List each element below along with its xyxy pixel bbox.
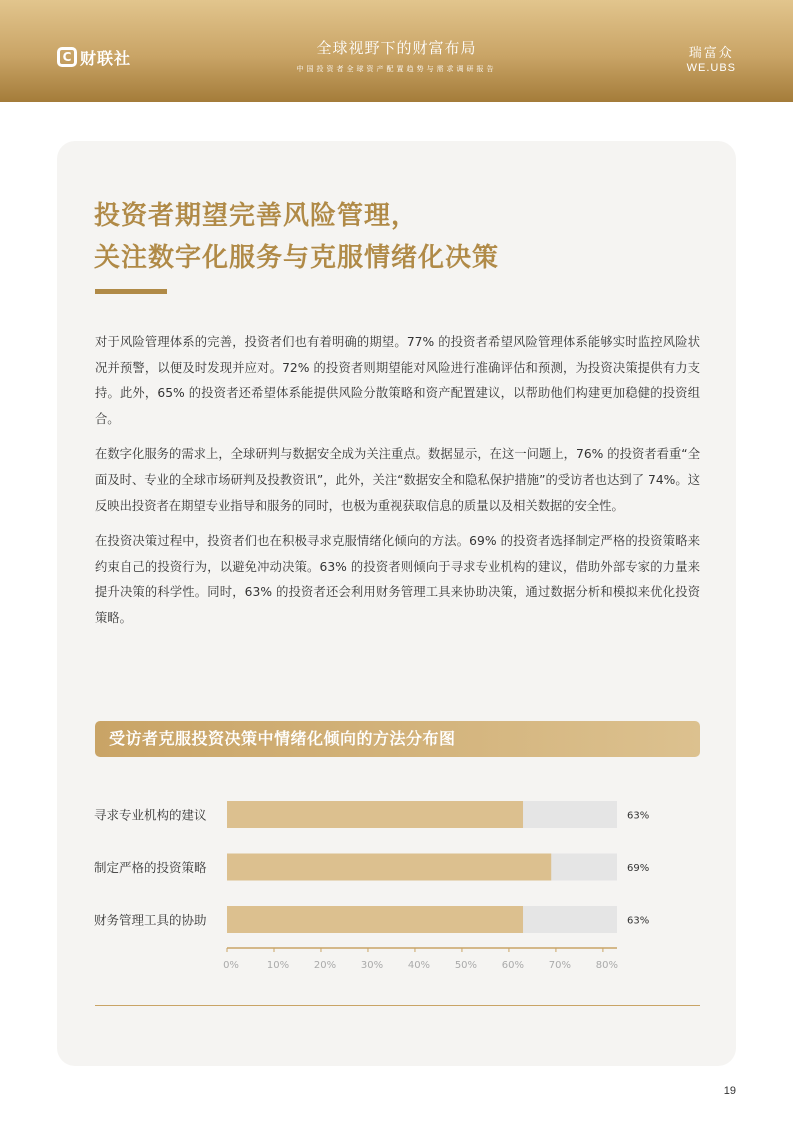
report-title: 全球视野下的财富布局 xyxy=(316,39,477,57)
value-label: 63% xyxy=(627,810,650,822)
value-label: 63% xyxy=(627,915,650,927)
cailianshe-logo-mark: C xyxy=(57,47,77,67)
x-tick-label: 80% xyxy=(595,960,619,971)
section-heading-line-1: 投资者期望完善风险管理， xyxy=(94,201,419,231)
chart-title-banner: 受访者克服投资决策中情绪化倾向的方法分布图 xyxy=(95,721,700,757)
report-subtitle: 中国投资者全球资产配置趋势与需求调研报告 xyxy=(296,65,497,73)
x-tick-label: 0% xyxy=(223,960,239,971)
cailianshe-logo-text: 财联社 xyxy=(80,48,132,68)
section-heading-line-2: 关注数字化服务与克服情绪化决策 xyxy=(94,243,500,273)
category-label: 制定严格的投资策略 xyxy=(94,860,207,875)
category-label: 财务管理工具的协助 xyxy=(94,912,207,928)
paragraph-risk-management: 对于风险管理体系的完善，投资者们也有着明确的期望。77% 的投资者希望风险管理体系能够实时监控风险状况并预警，以便及时发现并应对。72% 的投资者则期望能对风险进行准确评估和预测，为投资决策提供有力支持。此外，65% 的投资者还希望体系能提供风险分散策略和资产配置建议，以帮助他们构建更加稳健的投资组合。 xyxy=(95,335,700,426)
x-tick-label: 50% xyxy=(454,960,478,971)
bar xyxy=(227,854,551,881)
x-tick-label: 30% xyxy=(360,960,384,971)
x-tick-label: 20% xyxy=(313,960,337,971)
page-number: 19 xyxy=(723,1085,736,1097)
paragraph-digital-services: 在数字化服务的需求上，全球研判与数据安全成为关注重点。数据显示，在这一问题上，76% 的投资者看重“全面及时、专业的全球市场研判及投教资讯”，此外，关注“数据安全和隐私保护措施”的受访者也达到了 74%。这反映出投资者在期望专业指导和服务的同时，也极为重视获取信息的质量以及相关数据的安全性。 xyxy=(95,447,700,513)
bar xyxy=(227,801,523,828)
x-tick-label: 60% xyxy=(501,960,525,971)
category-label: 寻求专业机构的建议 xyxy=(94,807,207,823)
weubs-logo-en: WE.UBS xyxy=(686,62,736,74)
value-label: 69% xyxy=(627,863,650,874)
paragraph-emotional-decisions: 在投资决策过程中，投资者们也在积极寻求克服情绪化倾向的方法。69% 的投资者选择制定严格的投资策略来约束自己的投资行为，以避免冲动决策。63% 的投资者则倾向于寻求专业机构的建议，借助外部专家的力量来提升决策的科学性。同时，63% 的投资者还会利用财务管理工具来协助决策，通过数据分析和模拟来优化投资策略。 xyxy=(95,534,700,625)
x-tick-label: 10% xyxy=(266,960,290,971)
x-tick-label: 40% xyxy=(407,960,431,971)
bar xyxy=(227,906,523,933)
chart-bottom-rule xyxy=(95,1005,700,1006)
weubs-logo-cn: 瑞富众 xyxy=(688,46,734,61)
x-tick-label: 70% xyxy=(548,960,572,971)
